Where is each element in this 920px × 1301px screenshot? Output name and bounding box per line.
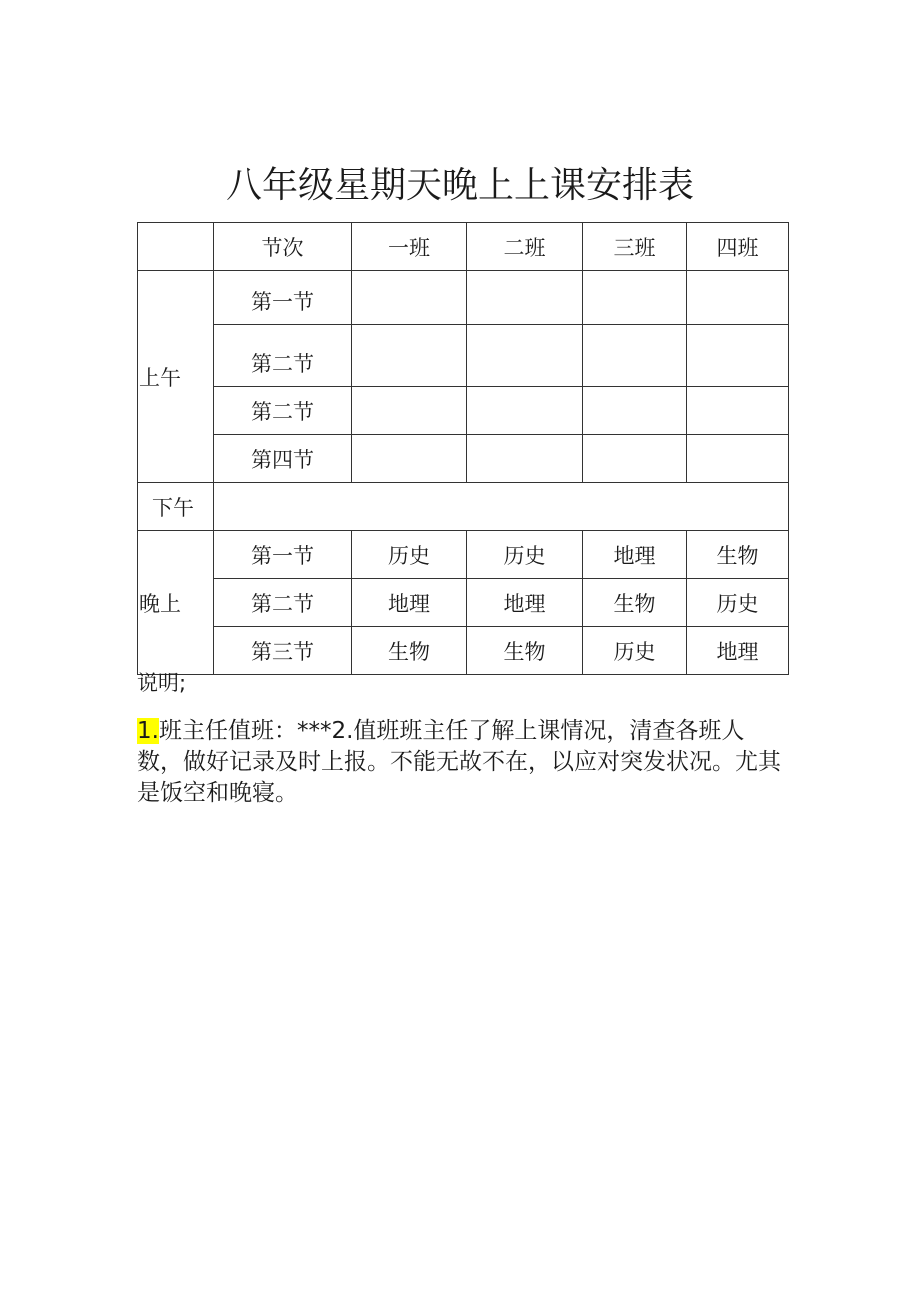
schedule-cell: 生物 <box>687 531 789 579</box>
schedule-cell <box>352 387 467 435</box>
evening-label: 晚上 <box>138 531 214 675</box>
schedule-cell <box>687 325 789 387</box>
corner-cell <box>138 223 214 271</box>
table-row <box>138 325 789 387</box>
class-header-3: 三班 <box>583 223 687 271</box>
schedule-cell: 生物 <box>583 579 687 627</box>
note-number-highlight: 1. <box>137 718 159 744</box>
afternoon-row <box>138 483 789 531</box>
period-column-header: 节次 <box>214 223 352 271</box>
schedule-cell: 历史 <box>687 579 789 627</box>
session-label: 第四节 <box>214 435 352 483</box>
session-label: 第一节 <box>214 271 352 325</box>
afternoon-label: 下午 <box>138 483 214 531</box>
schedule-cell <box>352 435 467 483</box>
table-row <box>138 531 789 579</box>
class-header-4: 四班 <box>687 223 789 271</box>
schedule-cell: 历史 <box>352 531 467 579</box>
schedule-cell: 生物 <box>352 627 467 675</box>
schedule-table <box>137 222 789 675</box>
schedule-cell: 地理 <box>583 531 687 579</box>
schedule-cell <box>583 271 687 325</box>
schedule-cell <box>352 325 467 387</box>
table-row <box>138 627 789 675</box>
schedule-cell <box>467 325 583 387</box>
schedule-cell: 地理 <box>687 627 789 675</box>
session-label: 第二节 <box>214 387 352 435</box>
class-header-1: 一班 <box>352 223 467 271</box>
schedule-cell <box>467 271 583 325</box>
table-row <box>138 435 789 483</box>
schedule-cell <box>352 271 467 325</box>
schedule-cell: 历史 <box>467 531 583 579</box>
schedule-cell: 生物 <box>467 627 583 675</box>
schedule-cell: 历史 <box>583 627 687 675</box>
session-label: 第三节 <box>214 627 352 675</box>
afternoon-cell <box>214 483 789 531</box>
page-title: 八年级星期天晚上上课安排表 <box>225 165 694 206</box>
schedule-cell <box>467 435 583 483</box>
schedule-cell <box>687 271 789 325</box>
notes-heading: 说明; <box>137 671 187 695</box>
schedule-cell <box>583 387 687 435</box>
notes-body <box>137 716 787 809</box>
table-row <box>138 579 789 627</box>
schedule-cell: 地理 <box>467 579 583 627</box>
schedule-cell <box>467 387 583 435</box>
schedule-cell <box>687 435 789 483</box>
session-label: 第一节 <box>214 531 352 579</box>
morning-label: 上午 <box>138 271 214 483</box>
schedule-cell: 地理 <box>352 579 467 627</box>
session-label: 第二节 <box>214 325 352 387</box>
table-row <box>138 387 789 435</box>
class-header-2: 二班 <box>467 223 583 271</box>
header-row <box>138 223 789 271</box>
schedule-cell <box>583 435 687 483</box>
table-row <box>138 271 789 325</box>
schedule-cell <box>687 387 789 435</box>
session-label: 第二节 <box>214 579 352 627</box>
schedule-cell <box>583 325 687 387</box>
note-text: 班主任值班：***2.值班班主任了解上课情况，清查各班人数，做好记录及时上报。不能无故不在，以应对突发状况。尤其是饭空和晚寝。 <box>137 718 781 806</box>
